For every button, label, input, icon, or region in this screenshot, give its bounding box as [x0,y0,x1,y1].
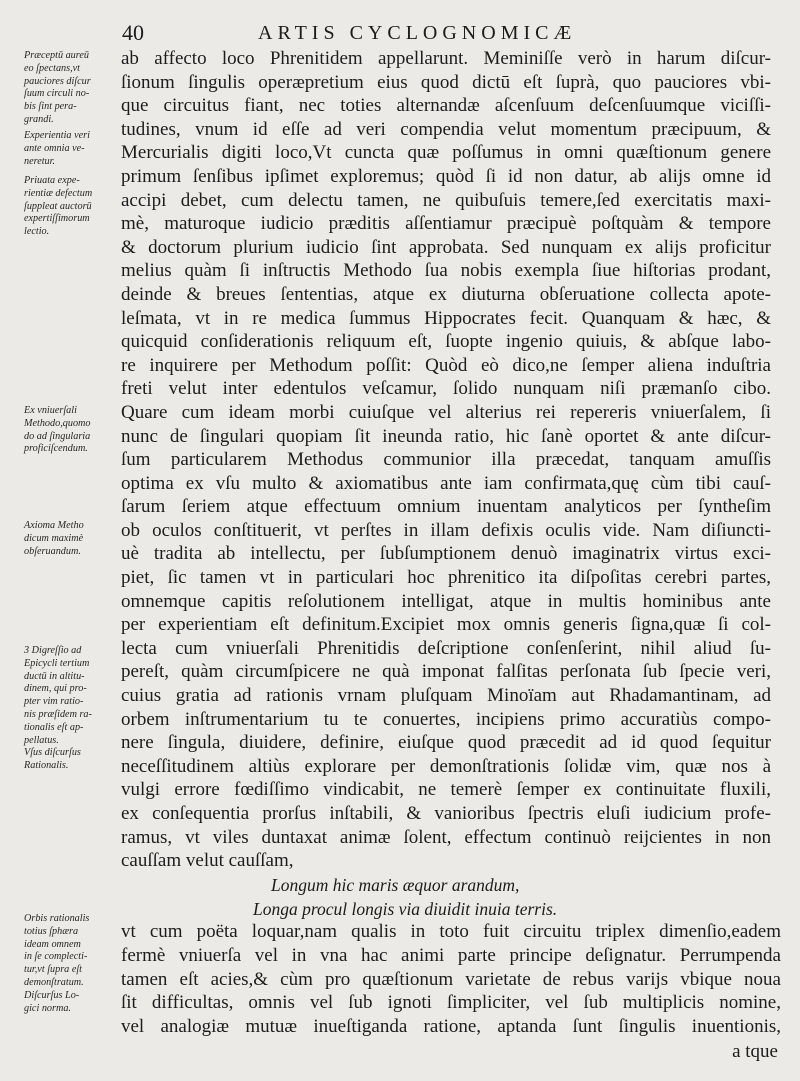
text-line: ex conſequentia prorſus inſtabili, & vanioribus ſpectris eluſi iudicium profe- [121,803,771,824]
text-line: cuius gratia ad rationis vrnam pluſquam Minoïam aut Rhadamantinam, ad [121,685,771,707]
margin-note-line: ſuppleat auctorū [24,200,92,212]
margin-note-line: expertiſſimorum [24,213,90,225]
margin-note-line: proficiſcendum. [24,443,88,455]
text-line: leſmata, vt in re medica ſummus Hippocrates fecit. Quanquam & hæc, & [121,307,771,329]
margin-note-line: pter vim ratio- [24,696,84,708]
margin-note-line: ante omnia ve- [24,142,85,154]
text-line: mè, maturoque iudicio præditis aſſentiamur præcipuè poſtquàm & tempore [121,213,771,235]
text-line: nere ſingula, diuidere, definire, eiuſque quod præcedit ad id quod ſequitur [121,732,771,754]
text-line: cauſſam velut cauſſam, [121,850,294,872]
margin-note-line: Priuata expe- [24,175,80,186]
text-line: optima ex vſu multo & axiomatibus ante iam confirmata,quę cùm tibi cauſ- [121,472,771,494]
text-line: freti velut inter edentulos veſcamur, ſolido nunquam niſi præmanſo cibo. [121,378,771,400]
verse-quotation [121,873,771,921]
text-line: uè tradita ab intellectu, per ſubſumptionem denuò imaginatrix virtus exci- [121,543,771,565]
text-line: fermè vniuerſa vel in vna hac animi parte principe deſignatur. Perrumpenda [121,944,781,966]
text-line: accipi debet, cum delectu tamen, ne quibuſuis temere,ſed exercitatis maxi- [121,189,771,211]
margin-note-line: Methodo,quomo [24,417,91,429]
verse-line: Longa procul longis via diuidit inuia terris. [253,899,558,919]
running-title: ARTIS CYCLOGNOMICÆ [258,22,577,44]
margin-note-6 [24,645,120,773]
margin-note-line: neretur. [24,155,56,167]
margin-note-line: Vſus diſcurſus [24,747,81,759]
margin-note-4 [24,405,120,456]
margin-note-1 [24,50,120,127]
margin-note-line: Experientia veri [24,130,90,141]
margin-note-5 [24,520,120,558]
margin-note-line: demonſtratum. [24,976,84,988]
margin-note-line: gici norma. [24,1002,71,1014]
main-text-block [121,47,771,873]
text-line: per experientiam eſt definitum.Excipiet mox omnis generis ſigna,quæ ſi col- [121,614,771,636]
text-line: orbem inſtrumentarium tu te conuertes, incipiens primo accuratiùs compo- [121,708,771,730]
text-line: melius quàm ſi inſtructis Methodo ſua nobis exempla ſiue hiſtorias prodant, [121,260,771,282]
margin-note-line: Epicycli tertium [24,657,90,669]
text-line: deinde & breues ſententias, atque ex diuturna obſeruatione collecta apote- [121,283,771,305]
margin-note-line: eo ſpectans,vt [24,62,81,74]
text-line: pereſt, quàm circumſpicere ne quà imponat falſitas perſonata ſub ſpecie veri, [121,661,771,683]
text-line: ſarum ſeriem atque effectuum omnium inuentam analyticos per ſyntheſim [121,496,771,518]
margin-note-line: pauciores diſcur [24,75,91,87]
verse-line: Longum hic maris æquor arandum, [271,875,520,895]
margin-note-line: rientiæ defectum [24,187,93,199]
text-line: Quare cum ideam morbi cuiuſque vel alterius rei repereris vniuerſalem, ſi [121,401,771,423]
margin-note-line: Rationalis. [24,760,69,772]
text-line: nunc de ſingulari quopiam ſit ineunda ratio, hic ſanè oportet & ante diſcur- [121,425,771,447]
margin-note-line: totius ſphæra [24,925,79,937]
text-line: ramus, vt viles duntaxat animæ ſolent, effectum continuò reijcientes in non [121,826,771,848]
margin-note-line: dicum maximè [24,532,84,544]
margin-note-line: Præceptū aureū [24,50,89,61]
margin-note-3 [24,175,120,239]
text-line: vt cum poëta loquar,nam qualis in toto fuit circuitu triplex dimenſio,eadem [121,921,781,942]
text-line: tudines, vnum id eſſe ad veri compendia velut momentum præcipuum, & [121,118,771,140]
margin-note-line: nis præſidem ra- [24,708,92,720]
text-line: tamen eſt acies,& cùm pro quæſtionum varietate de rebus varijs vbique noua [121,968,781,990]
margin-note-line: grandi. [24,113,54,125]
text-line: lecta cum vniuerſali Phrenitidis deſcriptione conſenſerint, nihil aliud ſu- [121,637,771,659]
text-line: ſit difficultas, omnis vel ſub ignoti ſimpliciter, vel ſub multiplicis nomine, [121,992,781,1014]
margin-note-line: pellatus. [24,734,59,746]
margin-note-line: ſuum circuli no- [24,88,90,100]
main-text-block-2 [121,920,781,1039]
margin-note-line: 3 Digreſſio ad [24,645,82,656]
text-line: que circuitus fiant, nec toties alternandæ aſcenſuum deſcenſuumque viciſſi- [121,95,771,117]
text-line: neceſſitudinem altiùs explorare per demonſtrationis ſolidæ vim, quæ nos à [121,755,771,777]
text-line: Mercurialis digiti loco,Vt cuncta quæ poſſumus in omni quæſtionum genere [121,142,771,164]
margin-note-line: ideam omnem [24,938,81,950]
text-line: ſionum ſingulis operæpretium eius quod dictū eſt ſuprà, quo pauciores vbi- [121,71,771,93]
margin-note-line: do ad ſingularia [24,430,91,442]
text-line: ob oculos conſtituerit, vt perſtes in illam defixis oculis vide. Nam diſiuncti- [121,519,771,541]
margin-note-line: bis ſint pera- [24,101,77,113]
text-line: ſum particularem Methodus communior illa præcedat, tanquam amuſſis [121,449,771,471]
margin-note-line: Ex vniuerſali [24,405,77,416]
margin-note-line: dinem, qui pro- [24,683,87,695]
margin-note-7 [24,913,120,1015]
text-line: vel analogiæ mutuæ inueſtiganda ratione, aptanda ſunt ſingulis inuentionis, [121,1016,781,1038]
margin-note-line: tur,vt ſupra eſt [24,964,83,976]
margin-note-line: Diſcurſus Lo- [24,989,80,1001]
text-line: omnemque capitis reſolutionem intelligat, atque in multis hominibus ante [121,590,771,612]
margin-note-line: obſeruandum. [24,545,81,557]
margin-note-line: ductū in altitu- [24,670,85,682]
text-line: re inquirere per Methodum poſſit: Quòd eò dico,ne ſemper aliena induſtria [121,354,771,376]
margin-note-line: Axioma Metho [24,520,84,531]
margin-note-line: tionalis eſt ap- [24,721,84,733]
text-line: primum ſenſibus ipſimet exploremus; quòd ſi id non datur, ab alijs omne id [121,165,771,187]
margin-note-line: lectio. [24,226,50,238]
text-line: vulgi errore fœdiſſimo vindicabit, ne temerè ſemper ex continuitate fluxili, [121,779,771,801]
text-line: piet, ſic tamen vt in particulari hoc phrenitico ita diſpoſitas cerebri partes, [121,567,771,589]
margin-note-line: in ſe complecti- [24,951,88,963]
page-number: 40 [122,20,144,45]
text-line: quicquid conſiderationis reliquum eſt, ſuopte ingenio quiuis, & abſque labo- [121,331,771,353]
catchword: a tque [732,1041,778,1062]
margin-note-line: Orbis rationalis [24,913,90,924]
text-line: ab affecto loco Phrenitidem appellarunt. Meminiſſe verò in harum diſcur- [121,48,771,69]
text-line: & doctorum plurium iudicio ſint approbata. Sed nunquam ex alijs proficitur [121,236,771,258]
margin-note-2 [24,130,120,168]
